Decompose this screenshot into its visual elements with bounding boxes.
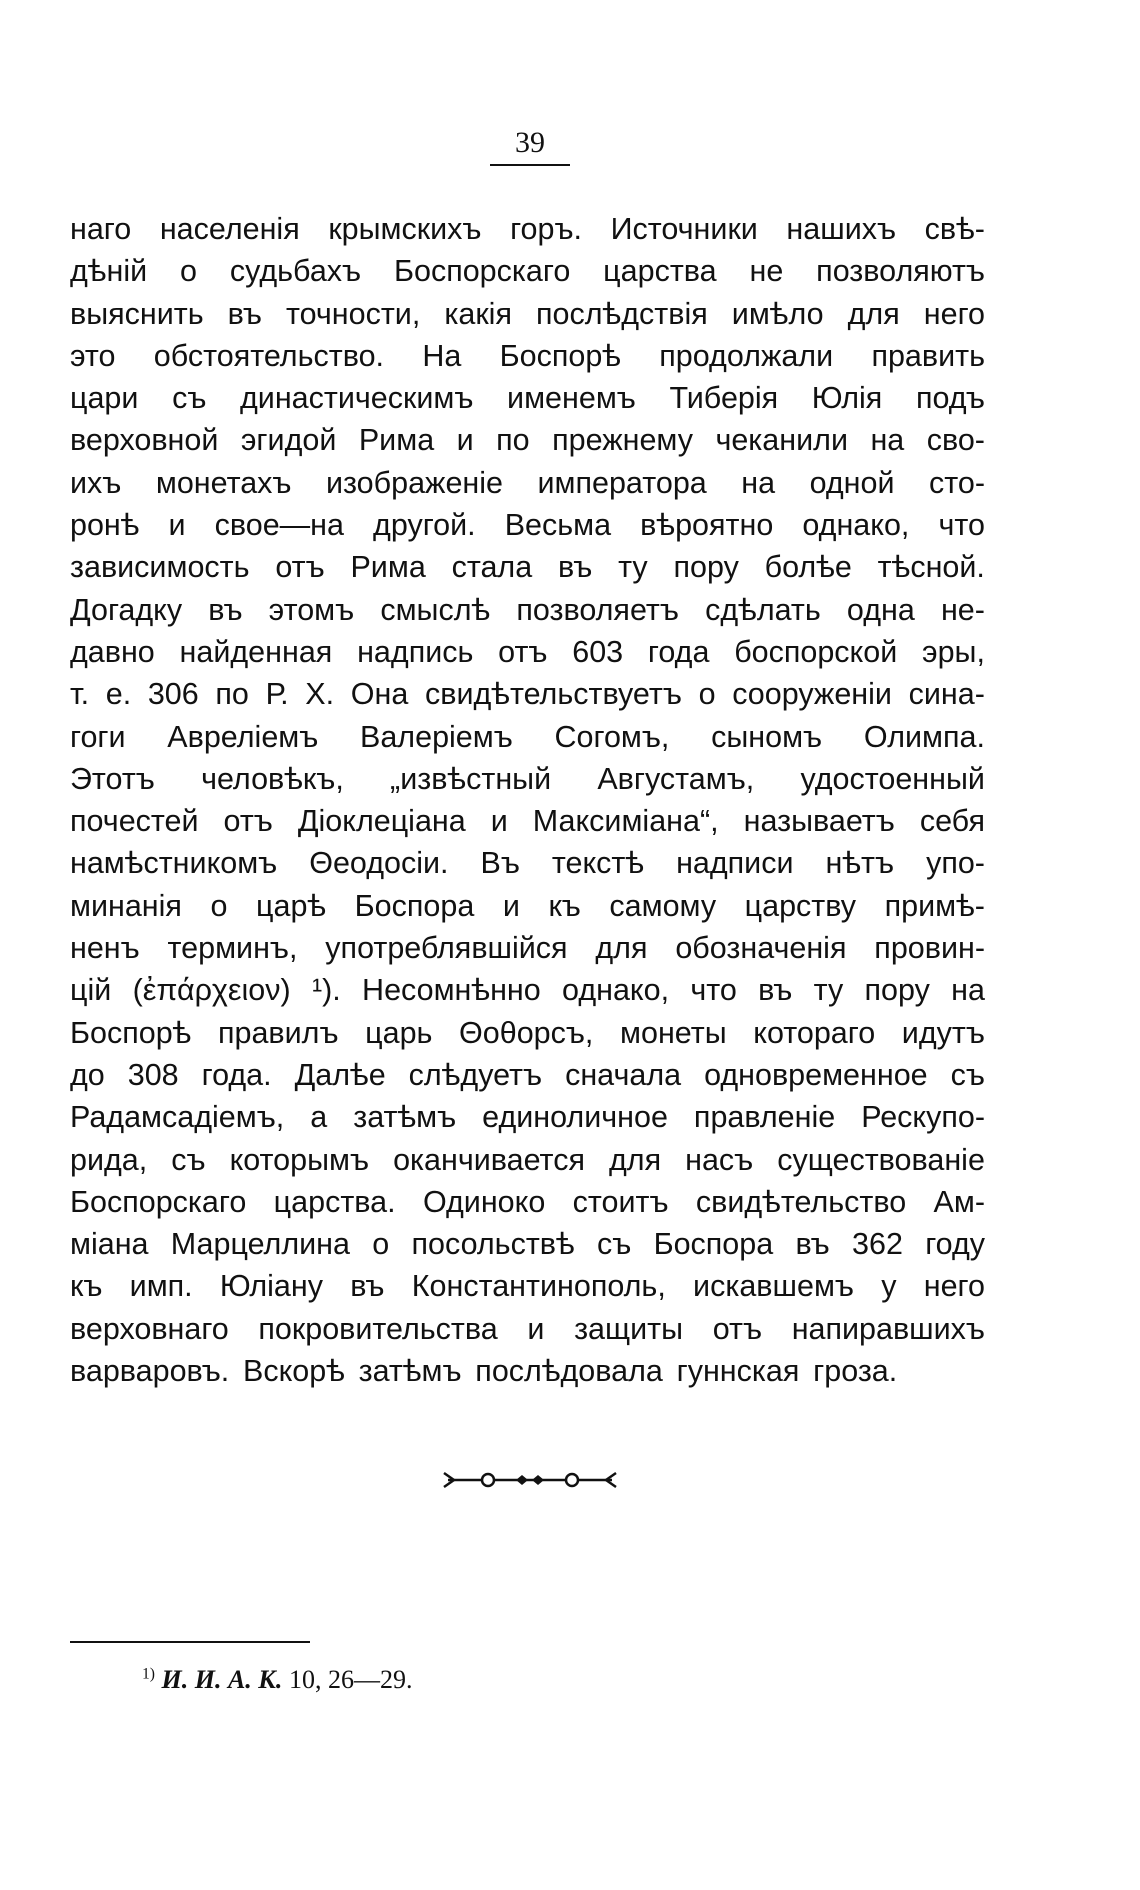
word: сначала <box>565 1057 682 1092</box>
word: Марцеллина <box>170 1227 350 1262</box>
word: для <box>847 296 900 331</box>
body-text <box>70 208 985 1392</box>
word: цари <box>70 381 139 416</box>
text-line <box>70 631 985 673</box>
word: вѣроятно <box>640 508 774 543</box>
word: отъ <box>712 1311 763 1346</box>
word: верховнаго <box>70 1311 229 1346</box>
word: у <box>881 1269 897 1304</box>
word: царѣ <box>256 888 327 923</box>
word: Источники <box>610 212 758 246</box>
word: Рима <box>358 423 435 458</box>
word: сдѣлать <box>705 592 821 627</box>
text-line <box>70 927 985 969</box>
word: съ <box>172 381 207 416</box>
word: горъ. <box>510 212 582 246</box>
word: править <box>871 338 985 373</box>
word: о <box>372 1227 390 1262</box>
word: имп. <box>129 1269 193 1304</box>
word: Боспора <box>354 888 475 923</box>
word: эры, <box>922 634 985 669</box>
word: о <box>698 677 716 712</box>
word: на <box>870 423 905 458</box>
text-line <box>70 716 985 758</box>
word: съ <box>950 1057 985 1092</box>
word: отъ <box>498 634 548 669</box>
text-line <box>70 1012 985 1054</box>
word: варваровъ. <box>70 1354 230 1389</box>
word: судьбахъ <box>229 254 362 289</box>
word: На <box>422 338 462 373</box>
word: найденная <box>179 634 333 669</box>
word: послѣдствія <box>536 296 708 331</box>
word: удостоенный <box>800 761 985 796</box>
word: е. <box>105 677 132 712</box>
word: Согомъ, <box>554 719 670 754</box>
word: правленіе <box>693 1100 836 1135</box>
word: императора <box>537 465 707 500</box>
word: царства. <box>273 1184 396 1219</box>
text-line <box>70 758 985 800</box>
word: а <box>310 1100 328 1135</box>
word: сыномъ <box>711 719 823 754</box>
text-line <box>70 1139 985 1181</box>
word: Весьма <box>504 508 612 543</box>
footnote-marker: 1) <box>142 1665 155 1683</box>
word: одновременное <box>704 1057 928 1092</box>
word: надписи <box>676 846 794 881</box>
word: Θоθорсъ, <box>459 1015 594 1050</box>
word: зависимость <box>70 550 250 585</box>
word: Боспорскаго <box>393 254 571 289</box>
word: что <box>938 508 985 543</box>
word: называетъ <box>743 804 895 839</box>
word: къ <box>548 888 581 923</box>
word: примѣ- <box>884 888 985 923</box>
word: пору <box>673 550 739 585</box>
word: выяснить <box>70 296 204 331</box>
word: именемъ <box>507 381 636 416</box>
word: гуннская <box>676 1354 800 1389</box>
word: позволяетъ <box>516 592 679 627</box>
text-line <box>70 969 985 1011</box>
word: Діоклеціана <box>297 804 466 839</box>
text-line <box>70 1265 985 1307</box>
word: монеты <box>620 1015 727 1050</box>
word: къ <box>70 1269 103 1304</box>
word: Боспорскаго <box>70 1184 247 1219</box>
word: намѣстникомъ <box>70 846 278 881</box>
word: котораго <box>753 1015 876 1050</box>
word: Олимпа. <box>863 719 985 754</box>
text-line <box>70 885 985 927</box>
page-number-underline <box>490 164 570 166</box>
word: сво- <box>926 423 985 458</box>
word: Юлія <box>811 381 883 416</box>
word: обстоятельство. <box>153 338 385 373</box>
section-end-ornament <box>430 1465 630 1495</box>
word: въ <box>795 1227 830 1262</box>
word: Константинополь, <box>411 1269 666 1304</box>
word: Валеріемъ <box>360 719 513 754</box>
footnote-rule <box>70 1641 310 1643</box>
word: Боспорѣ <box>70 1015 192 1050</box>
word: свѣ- <box>924 212 985 246</box>
word: на <box>741 465 776 500</box>
word: чеканили <box>715 423 848 458</box>
word: въ <box>227 296 262 331</box>
word: не <box>749 254 784 289</box>
word: Рескупо- <box>861 1100 985 1135</box>
word: о <box>210 888 228 923</box>
footnote <box>142 1664 412 1696</box>
word: прежнему <box>552 423 693 458</box>
word: по <box>496 423 530 458</box>
text-line <box>70 1223 985 1265</box>
text-line <box>70 250 985 292</box>
word: дѣній <box>70 254 148 289</box>
word: продолжали <box>659 338 834 373</box>
word: династическимъ <box>240 381 474 416</box>
word: Несомнѣнно <box>362 973 541 1008</box>
word: покровительства <box>258 1311 498 1346</box>
text-line <box>70 419 985 461</box>
word: это <box>70 338 116 373</box>
word: упо- <box>926 846 985 881</box>
page-number: 39 <box>515 126 545 159</box>
word: міана <box>70 1227 149 1262</box>
word: Ам- <box>933 1184 985 1219</box>
word: т. <box>70 677 90 712</box>
word: 603 <box>572 634 624 669</box>
word: цій <box>70 973 112 1008</box>
word: царства <box>603 254 717 289</box>
text-line <box>70 842 985 884</box>
word: Вскорѣ <box>242 1354 345 1389</box>
text-line <box>70 1350 985 1392</box>
word: затѣмъ <box>353 1100 457 1135</box>
word: напиравшихъ <box>791 1311 985 1346</box>
word: и <box>456 423 474 458</box>
word: Максиміана“, <box>532 804 719 839</box>
word: него <box>923 1269 985 1304</box>
word: насъ <box>685 1142 754 1177</box>
word: терминъ, <box>167 931 298 966</box>
word: минанія <box>70 888 182 923</box>
word: и <box>527 1311 545 1346</box>
word: ту <box>813 973 844 1008</box>
word: однако, <box>802 508 910 543</box>
word: Боспора <box>653 1227 774 1262</box>
word: Далѣе <box>294 1057 386 1092</box>
text-line <box>70 1308 985 1350</box>
word: идутъ <box>901 1015 985 1050</box>
word: для <box>608 1142 662 1177</box>
text-line <box>70 589 985 631</box>
word: которымъ <box>229 1142 370 1177</box>
text-line <box>70 293 985 335</box>
word: царь <box>365 1015 433 1050</box>
word: верховной <box>70 423 219 458</box>
word: Боспорѣ <box>499 338 621 373</box>
word: изображеніе <box>326 465 503 500</box>
word: гоги <box>70 719 126 754</box>
word: этомъ <box>268 592 355 627</box>
word: точности, <box>285 296 421 331</box>
text-line <box>70 1096 985 1138</box>
word: послѣдовала <box>475 1354 663 1389</box>
word: почестей <box>70 804 199 839</box>
word: ронѣ <box>70 508 140 543</box>
word: затѣмъ <box>358 1354 462 1389</box>
word: тѣсной. <box>877 550 985 585</box>
word: пору <box>864 973 930 1008</box>
word: Юліану <box>219 1269 323 1304</box>
word: Θеодосіи. <box>309 846 449 881</box>
text-line <box>70 673 985 715</box>
word: давно <box>70 634 155 669</box>
word: о <box>180 254 197 289</box>
word: съ <box>171 1142 206 1177</box>
word: Р. <box>265 677 289 712</box>
word: съ <box>596 1227 632 1262</box>
word: года. <box>201 1057 272 1092</box>
word: человѣкъ, <box>201 761 344 796</box>
word: Она <box>350 677 409 712</box>
word: на <box>951 973 985 1008</box>
word: стала <box>451 550 533 585</box>
word: ненъ <box>70 931 140 966</box>
text-line <box>70 462 985 504</box>
word: самому <box>609 888 717 923</box>
word: обозначенія <box>675 931 847 966</box>
word: него <box>923 296 985 331</box>
word: гроза. <box>813 1354 898 1389</box>
word: наго <box>70 212 132 246</box>
footnote-source: И. И. А. К. <box>161 1665 283 1694</box>
word: до <box>70 1057 105 1092</box>
word: нѣтъ <box>825 846 895 881</box>
word: Тиберія <box>669 381 779 416</box>
word: единоличное <box>482 1100 668 1135</box>
word: сооруженіи <box>732 677 892 712</box>
word: населенія <box>159 212 300 246</box>
word: посольствѣ <box>411 1227 575 1262</box>
word: (ἐπάρχειον) <box>132 973 291 1008</box>
word: позволяютъ <box>816 254 985 289</box>
word: въ <box>758 973 793 1008</box>
word: эгидой <box>240 423 337 458</box>
word: сина- <box>908 677 985 712</box>
word: однако, <box>562 973 670 1008</box>
word: ¹). <box>311 973 341 1008</box>
word: существованіе <box>777 1142 985 1177</box>
word: Авреліемъ <box>167 719 319 754</box>
word: одной <box>809 465 895 500</box>
word: Рима <box>350 550 426 585</box>
word: „извѣстный <box>390 761 552 796</box>
word: слѣдуетъ <box>408 1057 543 1092</box>
word: оканчивается <box>393 1142 585 1177</box>
word: Августамъ, <box>597 761 755 796</box>
text-line <box>70 504 985 546</box>
word: свидѣтельство <box>695 1184 907 1219</box>
word: одна <box>846 592 915 627</box>
word: по <box>215 677 249 712</box>
word: отъ <box>275 550 325 585</box>
word: употреблявшійся <box>325 931 568 966</box>
word: провин- <box>874 931 985 966</box>
word: искавшемъ <box>693 1269 854 1304</box>
word: болѣе <box>764 550 852 585</box>
word: для <box>595 931 648 966</box>
word: Одиноко <box>422 1184 546 1219</box>
word: что <box>690 973 737 1008</box>
word: года <box>647 634 710 669</box>
word: нашихъ <box>786 212 897 246</box>
word: 308 <box>127 1057 179 1092</box>
word: Радамсадіемъ, <box>70 1100 285 1135</box>
word: Этотъ <box>70 761 155 796</box>
word: смыслѣ <box>380 592 491 627</box>
word: въ <box>208 592 243 627</box>
text-line <box>70 800 985 842</box>
word: боспорской <box>734 634 898 669</box>
word: 362 <box>852 1227 903 1262</box>
word: стоитъ <box>572 1184 669 1219</box>
word: и <box>168 508 186 543</box>
text-line <box>70 335 985 377</box>
word: ихъ <box>70 465 122 500</box>
word: и <box>490 804 508 839</box>
text-line <box>70 1054 985 1096</box>
word: отъ <box>223 804 273 839</box>
word: въ <box>558 550 593 585</box>
text-line <box>70 208 985 250</box>
footnote-reference: 10, 26—29. <box>288 1665 413 1694</box>
word: Х. <box>305 677 335 712</box>
word: 306 <box>147 677 199 712</box>
word: какія <box>444 296 512 331</box>
word: текстѣ <box>551 846 645 881</box>
word: себя <box>919 804 985 839</box>
text-line <box>70 546 985 588</box>
word: свое—на <box>214 508 344 543</box>
word: году <box>925 1227 985 1262</box>
word: Догадку <box>70 592 183 627</box>
text-line <box>70 377 985 419</box>
word: подъ <box>915 381 985 416</box>
word: другой. <box>373 508 476 543</box>
word: и <box>502 888 520 923</box>
word: свидѣтельствуетъ <box>425 677 682 712</box>
word: ту <box>618 550 648 585</box>
word: крымскихъ <box>328 212 482 246</box>
text-line <box>70 1181 985 1223</box>
word: Въ <box>480 846 520 881</box>
word: имѣло <box>731 296 824 331</box>
word: въ <box>350 1269 385 1304</box>
word: монетахъ <box>155 465 292 500</box>
word: защиты <box>574 1311 684 1346</box>
word: не- <box>940 592 985 627</box>
word: правилъ <box>217 1015 339 1050</box>
word: рида, <box>70 1142 148 1177</box>
word: сто- <box>929 465 985 500</box>
word: надпись <box>357 634 474 669</box>
word: царству <box>744 888 857 923</box>
